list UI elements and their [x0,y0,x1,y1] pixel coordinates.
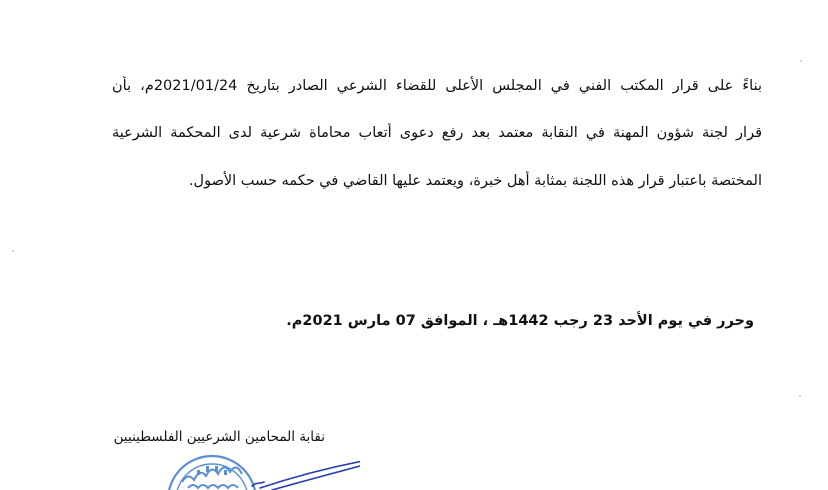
date-line: وحرر في يوم الأحد 23 رجب 1442هـ ، الموافق 07 مارس 2021م. [286,313,754,329]
scan-speck [12,250,14,252]
paragraph-line-1: بناءً على قرار المكتب الفني في المجلس الأعلى للقضاء الشرعي الصادر بتاريخ 2021/01/24م، بأن [112,78,762,94]
seal-and-signature [160,452,360,490]
scan-speck [800,60,802,62]
signatory-name: نقابة المحامين الشرعيين الفلسطينيين [113,429,325,445]
scan-speck [799,395,801,397]
stamp-seal-icon [160,452,360,490]
paragraph-line-3: المختصة باعتبار قرار هذه اللجنة بمثابة أهل خبرة، ويعتمد عليها القاضي في حكمه حسب الأصول. [188,173,762,189]
paragraph-line-2: قرار لجنة شؤون المهنة في النقابة معتمد بعد رفع دعوى أتعاب محاماة شرعية لدى المحكمة الشرعية [112,125,762,141]
